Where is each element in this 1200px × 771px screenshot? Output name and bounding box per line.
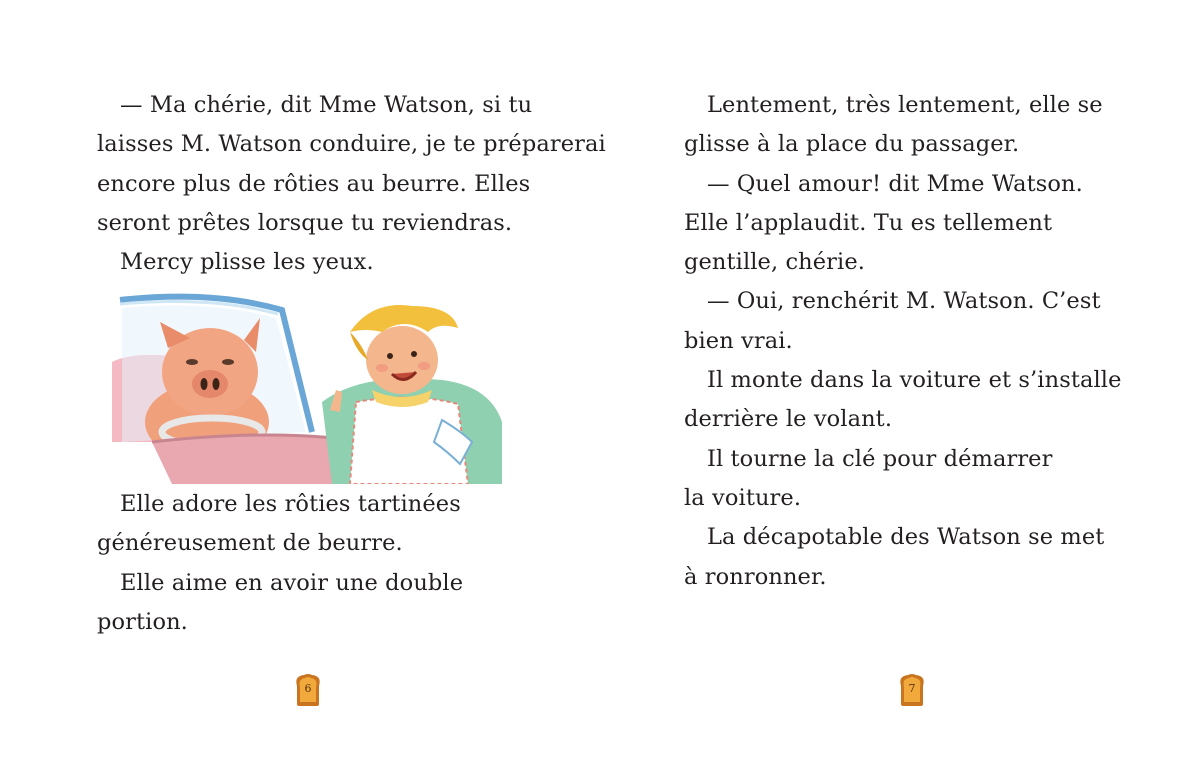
text-line: glisse à la place du passager. (684, 131, 1020, 158)
text-line: — Ma chérie, dit Mme Watson, si tu (120, 92, 533, 118)
right-page-text (684, 86, 1122, 597)
text-line: encore plus de rôties au beurre. Elles (97, 170, 531, 197)
illustration-pig-in-car (112, 292, 508, 484)
text-line: — Oui, renchérit M. Watson. C’est (707, 288, 1101, 315)
right-page (600, 0, 1200, 771)
page-number-text: 6 (304, 682, 312, 695)
text-line: Mercy plisse les yeux. (120, 249, 374, 276)
text-line: bien vrai. (684, 327, 793, 354)
page-number-text: 7 (908, 682, 916, 695)
text-line: la voiture. (684, 484, 802, 511)
text-line: La décapotable des Watson se met (707, 524, 1105, 551)
text-line: gentille, chérie. (684, 249, 865, 276)
text-line: Elle aime en avoir une double (120, 569, 464, 596)
page-number-left (292, 672, 324, 708)
text-line: seront prêtes lorsque tu reviendras. (97, 209, 513, 236)
text-line: à ronronner. (684, 563, 827, 590)
text-line: Elle adore les rôties tartinées (120, 491, 461, 517)
left-page-text-bottom (97, 485, 463, 642)
text-line: Elle l’applaudit. Tu es tellement (684, 209, 1053, 236)
text-line: laisses M. Watson conduire, je te préparerai (97, 131, 606, 158)
text-line: généreusement de beurre. (97, 530, 403, 557)
text-line: Lentement, très lentement, elle se (707, 92, 1103, 118)
text-line: Il tourne la clé pour démarrer (707, 445, 1053, 472)
left-page-text-top (97, 86, 606, 282)
text-line: portion. (97, 608, 188, 635)
text-line: — Quel amour! dit Mme Watson. (707, 170, 1083, 197)
page-number-right (896, 672, 928, 708)
text-line: Il monte dans la voiture et s’installe (707, 367, 1122, 394)
text-line: derrière le volant. (684, 406, 893, 433)
